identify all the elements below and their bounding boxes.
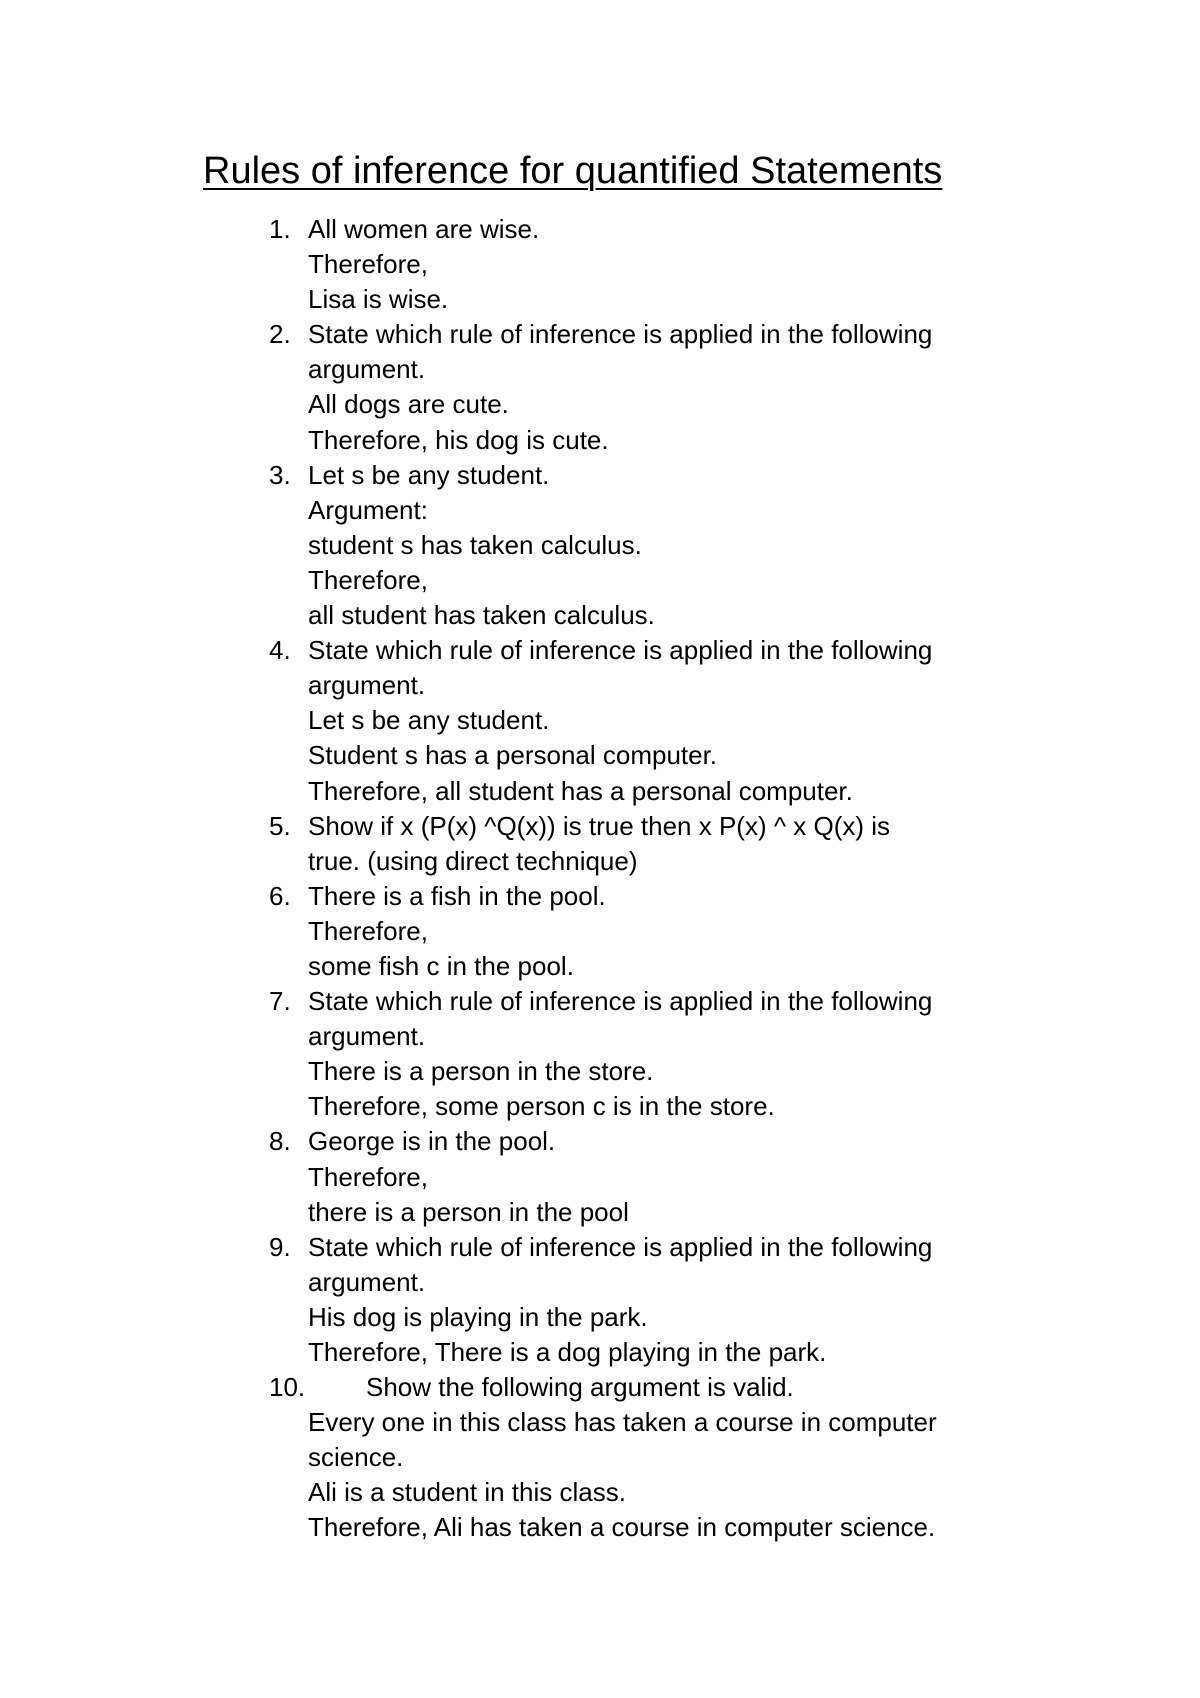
question-line xyxy=(0,668,1200,703)
question-text: State which rule of inference is applied in the following xyxy=(308,319,933,350)
question-text: student s has taken calculus. xyxy=(308,529,642,560)
question-line xyxy=(0,317,1200,352)
question-line xyxy=(0,423,1200,458)
question-text: Every one in this class has taken a course in computer xyxy=(308,1407,937,1438)
question-item xyxy=(0,633,1200,808)
question-text: Therefore, Ali has taken a course in computer science. xyxy=(308,1512,936,1543)
question-text: Student s has a personal computer. xyxy=(308,740,718,771)
question-number: 1. xyxy=(269,214,291,244)
question-text: Show if x (P(x) ^Q(x)) is true then x P(x) ^ x Q(x) is xyxy=(308,810,891,841)
question-text: Therefore, some person c is in the store. xyxy=(308,1091,775,1122)
question-line xyxy=(0,1160,1200,1195)
question-line xyxy=(0,352,1200,387)
question-line xyxy=(0,247,1200,282)
question-text: Therefore, all student has a personal computer. xyxy=(308,775,853,806)
question-text: Therefore, xyxy=(308,564,428,595)
question-item xyxy=(0,984,1200,1124)
question-item xyxy=(0,809,1200,879)
question-line xyxy=(0,1510,1200,1545)
question-text: State which rule of inference is applied in the following xyxy=(308,986,933,1017)
question-line xyxy=(0,458,1200,493)
question-number: 5. xyxy=(269,810,291,841)
page-title: Rules of inference for quantified Statements xyxy=(203,150,943,192)
question-number: 4. xyxy=(269,635,291,666)
question-text: Ali is a student in this class. xyxy=(308,1477,626,1508)
question-line xyxy=(0,1230,1200,1265)
question-line xyxy=(0,1370,1200,1405)
question-text: State which rule of inference is applied in the following xyxy=(308,1231,933,1262)
question-line xyxy=(0,1265,1200,1300)
question-text: Let s be any student. xyxy=(308,459,550,490)
question-line xyxy=(0,598,1200,633)
question-text: Show the following argument is valid. xyxy=(366,1372,794,1403)
question-line xyxy=(0,949,1200,984)
question-line xyxy=(0,1089,1200,1124)
question-line xyxy=(0,1440,1200,1475)
question-text: there is a person in the pool xyxy=(308,1196,629,1227)
question-text: State which rule of inference is applied in the following xyxy=(308,635,933,666)
question-number: 6. xyxy=(269,880,291,911)
question-line xyxy=(0,528,1200,563)
question-text: There is a person in the store. xyxy=(308,1056,654,1087)
question-item xyxy=(0,458,1200,633)
question-list xyxy=(0,212,1200,1546)
question-text: George is in the pool. xyxy=(308,1126,556,1157)
question-text: argument. xyxy=(308,354,426,385)
question-item xyxy=(0,879,1200,984)
question-item xyxy=(0,1370,1200,1545)
question-line xyxy=(0,914,1200,949)
question-text: All dogs are cute. xyxy=(308,389,509,420)
question-line xyxy=(0,1300,1200,1335)
question-line xyxy=(0,1195,1200,1230)
question-line xyxy=(0,844,1200,879)
question-line xyxy=(0,1405,1200,1440)
question-number: 8. xyxy=(269,1126,291,1157)
question-number: 3. xyxy=(269,459,291,490)
question-line xyxy=(0,212,1200,247)
question-number: 9. xyxy=(269,1231,291,1262)
question-number: 10. xyxy=(269,1372,306,1403)
question-line xyxy=(0,703,1200,738)
question-text: His dog is playing in the park. xyxy=(308,1301,648,1332)
question-item xyxy=(0,1230,1200,1370)
question-line xyxy=(0,633,1200,668)
question-text: argument. xyxy=(308,670,426,701)
question-text: There is a fish in the pool. xyxy=(308,880,606,911)
question-number: 7. xyxy=(269,986,291,1017)
question-line xyxy=(0,984,1200,1019)
question-text: argument. xyxy=(308,1266,426,1297)
question-text: Therefore, xyxy=(308,915,428,946)
question-line xyxy=(0,387,1200,422)
question-line xyxy=(0,774,1200,809)
question-text: argument. xyxy=(308,1021,426,1052)
question-line xyxy=(0,1054,1200,1089)
question-text: Therefore, his dog is cute. xyxy=(308,424,609,455)
question-text: Argument: xyxy=(308,494,428,525)
question-text: Let s be any student. xyxy=(308,705,550,736)
question-text: All women are wise. xyxy=(308,214,540,244)
question-line xyxy=(0,563,1200,598)
question-number: 2. xyxy=(269,319,291,350)
question-item xyxy=(0,212,1200,317)
question-line xyxy=(0,738,1200,773)
question-text: Therefore, There is a dog playing in the park. xyxy=(308,1337,827,1367)
question-text: some fish c in the pool. xyxy=(308,950,574,981)
question-line xyxy=(0,1124,1200,1159)
question-line xyxy=(0,879,1200,914)
question-line xyxy=(0,1475,1200,1510)
question-line xyxy=(0,1335,1200,1370)
question-text: Therefore, xyxy=(308,249,428,280)
question-item xyxy=(0,1124,1200,1229)
question-text: true. (using direct technique) xyxy=(308,845,638,876)
question-item xyxy=(0,317,1200,457)
question-text: Therefore, xyxy=(308,1161,428,1192)
question-line xyxy=(0,493,1200,528)
question-text: science. xyxy=(308,1442,404,1473)
question-text: all student has taken calculus. xyxy=(308,600,655,631)
question-line xyxy=(0,809,1200,844)
question-text: Lisa is wise. xyxy=(308,284,449,315)
question-line xyxy=(0,1019,1200,1054)
question-line xyxy=(0,282,1200,317)
